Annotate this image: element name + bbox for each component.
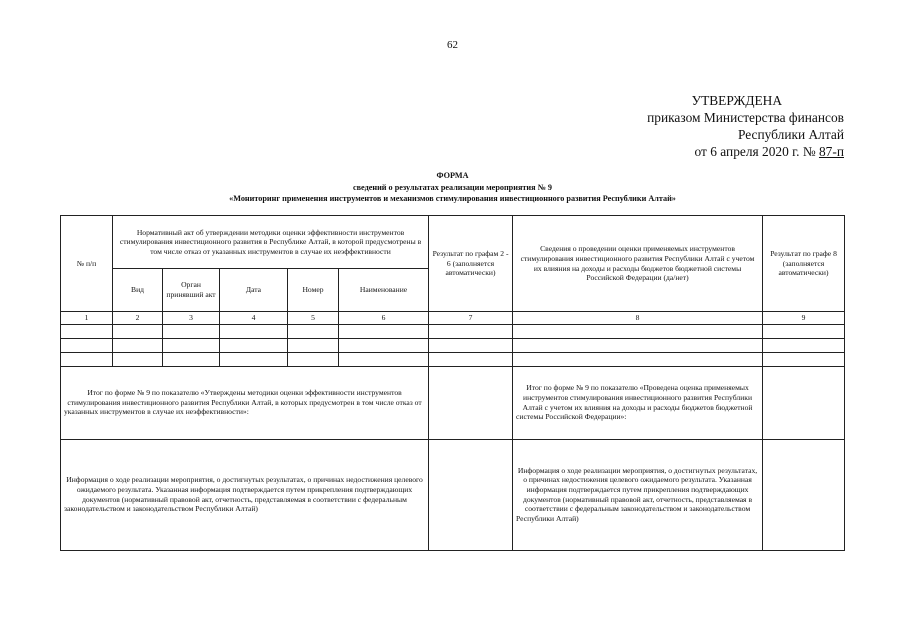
- table-row: [61, 324, 845, 338]
- empty-cell[interactable]: [61, 338, 113, 352]
- table-row: [61, 352, 845, 366]
- column-number: 6: [339, 312, 429, 325]
- empty-cell[interactable]: [61, 324, 113, 338]
- empty-cell[interactable]: [163, 324, 220, 338]
- empty-cell[interactable]: [113, 324, 163, 338]
- empty-cell[interactable]: [763, 338, 845, 352]
- empty-cell[interactable]: [339, 324, 429, 338]
- empty-cell[interactable]: [288, 324, 339, 338]
- total-row: [61, 366, 845, 439]
- report-table: [60, 215, 845, 551]
- empty-cell[interactable]: [339, 352, 429, 366]
- empty-cell[interactable]: [513, 338, 763, 352]
- empty-cell[interactable]: [513, 352, 763, 366]
- empty-cell[interactable]: [339, 338, 429, 352]
- total-left-label: Итог по форме № 9 по показателю «Утверждены методики оценки эффективности инструментов стимулирования инвестиционного развития Республики Алтай, в которых предусмотрен в том числе отказ от указанных инструментов в случае их неэффективности»:: [61, 366, 429, 439]
- header-assessment: Сведения о проведении оценки применяемых инструментов стимулирования инвестиционного развития Республики Алтай с учетом их влияния на доходы и расходы бюджетов бюджетной системы Российской Федерации (да/нет): [513, 216, 763, 312]
- header-authority: Орган принявший акт: [163, 269, 220, 312]
- approval-line-3: [606, 143, 844, 160]
- header-date: Дата: [220, 269, 288, 312]
- column-number: 8: [513, 312, 763, 325]
- form-heading: [0, 170, 905, 205]
- form-subtitle: сведений о результатах реализации мероприятия № 9: [353, 182, 552, 192]
- empty-cell[interactable]: [429, 338, 513, 352]
- order-number: 87-п: [818, 144, 844, 159]
- empty-cell[interactable]: [220, 352, 288, 366]
- empty-cell[interactable]: [61, 352, 113, 366]
- empty-cell[interactable]: [163, 338, 220, 352]
- approval-date: от 6 апреля 2020 г. №: [694, 144, 819, 159]
- column-number: 3: [163, 312, 220, 325]
- column-number: 4: [220, 312, 288, 325]
- approval-title: УТВЕРЖДЕНА: [691, 93, 782, 108]
- page-number: 62: [447, 39, 458, 51]
- header-act-group: Нормативный акт об утверждении методики оценки эффективности инструментов стимулирования инвестиционного развития в Республике Алтай, в которой предусмотрены в том числе отказ от указанных инструментов в случае их неэффективности: [113, 216, 429, 269]
- empty-cell[interactable]: [288, 352, 339, 366]
- header-name: Наименование: [339, 269, 429, 312]
- column-number: 9: [763, 312, 845, 325]
- info-right-text: Информация о ходе реализации мероприятия, о достигнутых результатах, о причинах недостижения целевого ожидаемого результата. Указанная информация подтверждается путем прикрепления подтверждающих документов (нормативный правовой акт, отчетность, представляемая в соответствии с федеральным законодательством и законодательством Республики Алтай): [513, 439, 763, 550]
- empty-cell[interactable]: [429, 352, 513, 366]
- header-result-8: Результат по графе 8 (заполняется автоматически): [763, 216, 845, 312]
- column-number: 2: [113, 312, 163, 325]
- empty-cell[interactable]: [113, 352, 163, 366]
- table-row: [61, 338, 845, 352]
- column-number: 1: [61, 312, 113, 325]
- empty-cell[interactable]: [220, 324, 288, 338]
- empty-cell[interactable]: [113, 338, 163, 352]
- total-right-label: Итог по форме № 9 по показателю «Проведена оценка применяемых инструментов стимулирования инвестиционного развития Республики Алтай с учетом их влияния на доходы и расходы бюджетов бюджетной системы Российской Федерации»:: [513, 366, 763, 439]
- info-row: [61, 439, 845, 550]
- column-number: 5: [288, 312, 339, 325]
- empty-cell[interactable]: [220, 338, 288, 352]
- header-result-2-6: Результат по графам 2 - 6 (заполняется автоматически): [429, 216, 513, 312]
- form-title: ФОРМА: [436, 171, 469, 180]
- empty-cell[interactable]: [513, 324, 763, 338]
- approval-line-1: приказом Министерства финансов: [647, 110, 844, 125]
- total-left-value[interactable]: [429, 366, 513, 439]
- empty-cell[interactable]: [763, 324, 845, 338]
- info-left-value[interactable]: [429, 439, 513, 550]
- info-left-text: Информация о ходе реализации мероприятия, о достигнутых результатах, о причинах недостижения целевого ожидаемого результата. Указанная информация подтверждается путем прикрепления подтверждающих документов (нормативный правовой акт, отчетность, представляемая в соответствии с федеральным законодательством и законодательством Республики Алтай): [61, 439, 429, 550]
- empty-cell[interactable]: [763, 352, 845, 366]
- empty-cell[interactable]: [288, 338, 339, 352]
- header-no: № п/п: [61, 216, 113, 312]
- approval-line-2: Республики Алтай: [737, 127, 844, 142]
- column-numbers-row: [61, 312, 845, 325]
- empty-cell[interactable]: [163, 352, 220, 366]
- header-number: Номер: [288, 269, 339, 312]
- approval-block: [606, 92, 844, 160]
- total-right-value[interactable]: [763, 366, 845, 439]
- form-name: «Мониторинг применения инструментов и механизмов стимулирования инвестиционного развития Республики Алтай»: [229, 194, 676, 203]
- info-right-value[interactable]: [763, 439, 845, 550]
- header-kind: Вид: [113, 269, 163, 312]
- column-number: 7: [429, 312, 513, 325]
- empty-cell[interactable]: [429, 324, 513, 338]
